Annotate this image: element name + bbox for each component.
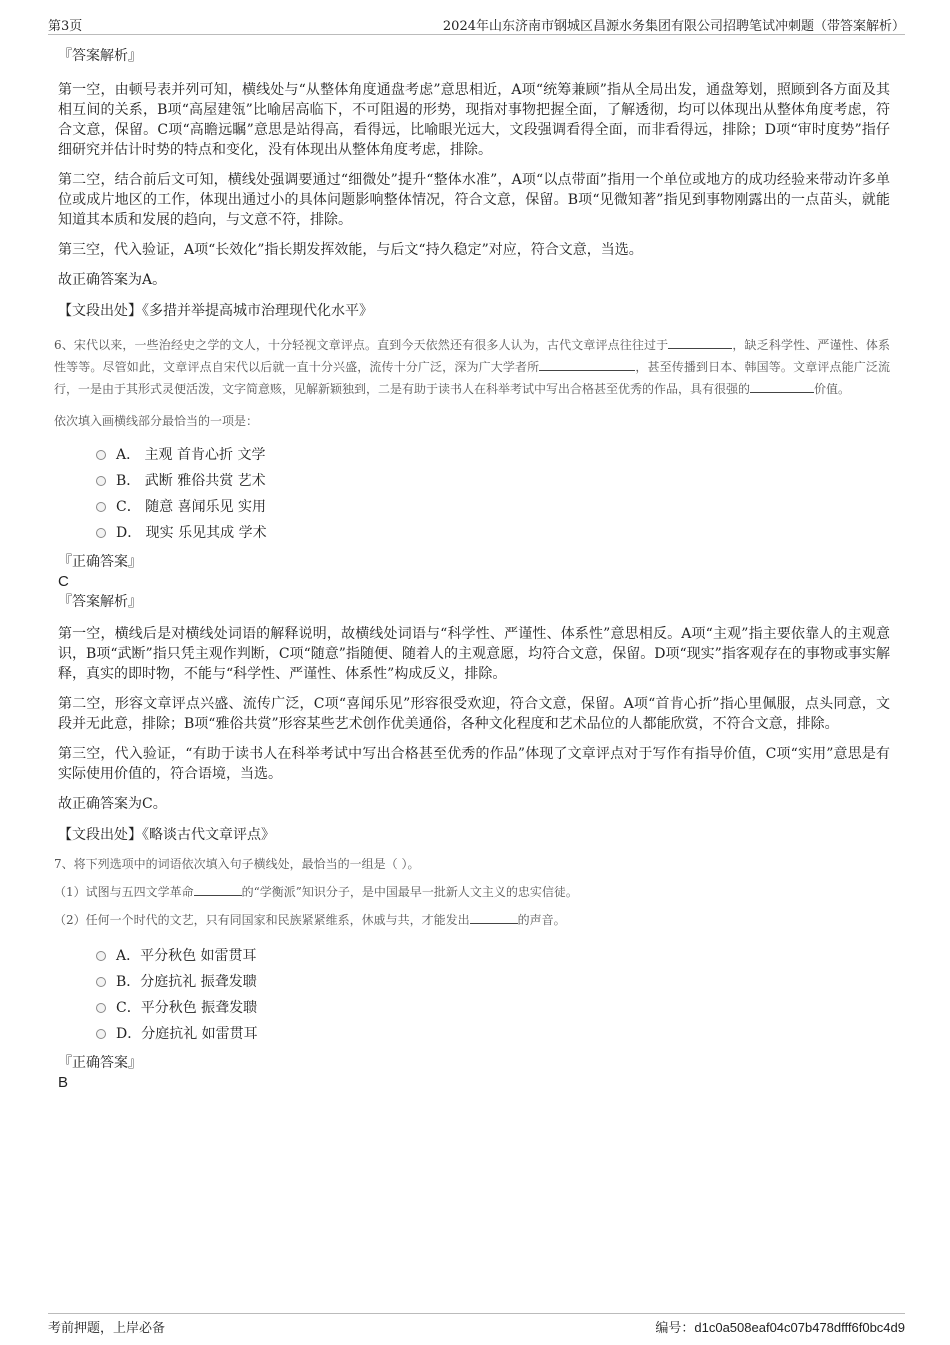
question-7-sentence-1: （1）试图与五四文学革命 的“学衡派”知识分子，是中国最早一批新人文主义的忠实信徒。 (54, 885, 578, 899)
option-a[interactable]: A． 主观 首肯心折 文学 (96, 442, 890, 468)
analysis-paragraph: 第一空，横线后是对横线处词语的解释说明，故横线处词语与“科学性、严谨性、体系性”意思相反。A项“主观”指主要依靠人的主观意识，B项“武断”指只凭主观作判断，C项“随意”指随便、随着人的主观意愿，均符合文意，保留。D项“现实”指客观存在的事物或事实解释，真实的即时物，不能与“科学性、严谨性、体系性”构成反义，排除。 (58, 626, 890, 682)
page-footer (48, 1313, 905, 1334)
radio-icon[interactable] (96, 977, 106, 987)
correct-answer-label: 『正确答案』 (58, 554, 142, 570)
radio-icon[interactable] (96, 1003, 106, 1013)
question-7-sentence-2: （2）任何一个时代的文艺，只有同国家和民族紧紧维系，休戚与共，才能发出 的声音。 (54, 913, 566, 927)
correct-answer: B (58, 1074, 69, 1091)
radio-icon[interactable] (96, 951, 106, 961)
option-d[interactable]: D． 现实 乐见其成 学术 (96, 520, 890, 546)
text-source: 【文段出处】《略谈古代文章评点》 (58, 827, 275, 843)
analysis-paragraph: 第三空，代入验证，A项“长效化”指长期发挥效能，与后文“持久稳定”对应，符合文意，当选。 (58, 242, 643, 258)
correct-answer-label: 『正确答案』 (58, 1055, 142, 1071)
fill-blank (194, 883, 242, 896)
fill-blank (470, 911, 518, 924)
fill-blank (668, 336, 732, 349)
document-title: 2024年山东济南市钢城区昌源水务集团有限公司招聘笔试冲刺题（带答案解析） (442, 19, 905, 34)
footer-slogan: 考前押题，上岸必备 (48, 1321, 166, 1336)
question-6-options (58, 442, 890, 546)
analysis-paragraph: 第三空，代入验证，“有助于读书人在科举考试中写出合格甚至优秀的作品”体现了文章评点对于写作有指导价值，C项“实用”意思是有实际使用价值的，符合语境，当选。 (58, 746, 890, 782)
radio-icon[interactable] (96, 1029, 106, 1039)
answer-conclusion: 故正确答案为C。 (58, 796, 167, 812)
text-source: 【文段出处】《多措并举提高城市治理现代化水平》 (58, 303, 373, 319)
analysis-label: 『答案解析』 (58, 594, 142, 610)
correct-answer: C (58, 573, 69, 590)
option-b[interactable]: B． 武断 雅俗共赏 艺术 (96, 468, 890, 494)
analysis-paragraph: 第二空，结合前后文可知，横线处强调要通过“细微处”提升“整体水准”，A项“以点带面”指用一个单位或地方的成功经验来带动许多单位或成片地区的工作，体现出通过小的具体问题影响整体情况，符合文意，保留。B项“见微知著”指见到事物刚露出的一点苗头，就能知道其本质和发展的趋向，与文意不符，排除。 (58, 172, 890, 228)
analysis-paragraph: 第二空，形容文章评点兴盛、流传广泛，C项“喜闻乐见”形容很受欢迎，符合文意，保留。A项“首肯心折”指心里佩服，点头同意，文段并无此意，排除；B项“雅俗共赏”形容某些艺术创作优美通俗，各种文化程度和艺术品位的人都能欣赏，不符合文意，排除。 (58, 696, 890, 732)
option-a[interactable]: A．平分秋色 如雷贯耳 (96, 943, 890, 969)
radio-icon[interactable] (96, 476, 106, 486)
radio-icon[interactable] (96, 528, 106, 538)
option-c[interactable]: C．平分秋色 振聋发聩 (96, 995, 890, 1021)
question-6-stem: 6、宋代以来，一些治经史之学的文人，十分轻视文章评点。直到今天依然还有很多人认为，古代文章评点往往过于 ，缺乏科学性、严谨性、体系性等等。尽管如此，文章评点自宋代以后就一直十分兴盛，流传十分广泛，深为广大学者所 ，甚至传播到日本、韩国等。文章评点能广泛流行，一是由于其形式灵便活泼，文字简意赅，见解新颖独到，二是有助于读书人在科举考试中写出合格甚至优秀的作品，具有很强的 价值。 (54, 338, 890, 396)
document-id: 编号：d1c0a508eaf04c07b478dfff6f0bc4d9 (655, 1320, 905, 1335)
option-d[interactable]: D．分庭抗礼 如雷贯耳 (96, 1021, 890, 1047)
answer-conclusion: 故正确答案为A。 (58, 272, 167, 288)
analysis-paragraph: 第一空，由顿号表并列可知，横线处与“从整体角度通盘考虑”意思相近，A项“统筹兼顾”指从全局出发，通盘筹划，照顾到各方面及其相互间的关系，B项“高屋建瓴”比喻居高临下，不可阻遏的形势，现指对事物把握全面，了解透彻，均可以体现出从整体角度考虑，符合文意，保留。C项“高瞻远瞩”意思是站得高，看得远，比喻眼光远大，文段强调看得全面，而非看得远，排除；D项“审时度势”指仔细研究并估计时势的特点和变化，没有体现出从整体角度考虑，排除。 (58, 82, 890, 158)
radio-icon[interactable] (96, 450, 106, 460)
question-7-options (58, 943, 890, 1047)
fill-blank (539, 358, 635, 371)
option-c[interactable]: C． 随意 喜闻乐见 实用 (96, 494, 890, 520)
page-content (54, 46, 890, 1093)
radio-icon[interactable] (96, 502, 106, 512)
question-6-prompt: 依次填入画横线部分最恰当的一项是： (54, 414, 259, 428)
question-7-stem: 7、将下列选项中的词语依次填入句子横线处，最恰当的一组是（ ）。 (54, 857, 420, 871)
page-header (48, 12, 905, 35)
option-b[interactable]: B．分庭抗礼 振聋发聩 (96, 969, 890, 995)
fill-blank (750, 380, 814, 393)
analysis-label: 『答案解析』 (58, 48, 142, 64)
page-number: 第3页 (48, 19, 83, 34)
